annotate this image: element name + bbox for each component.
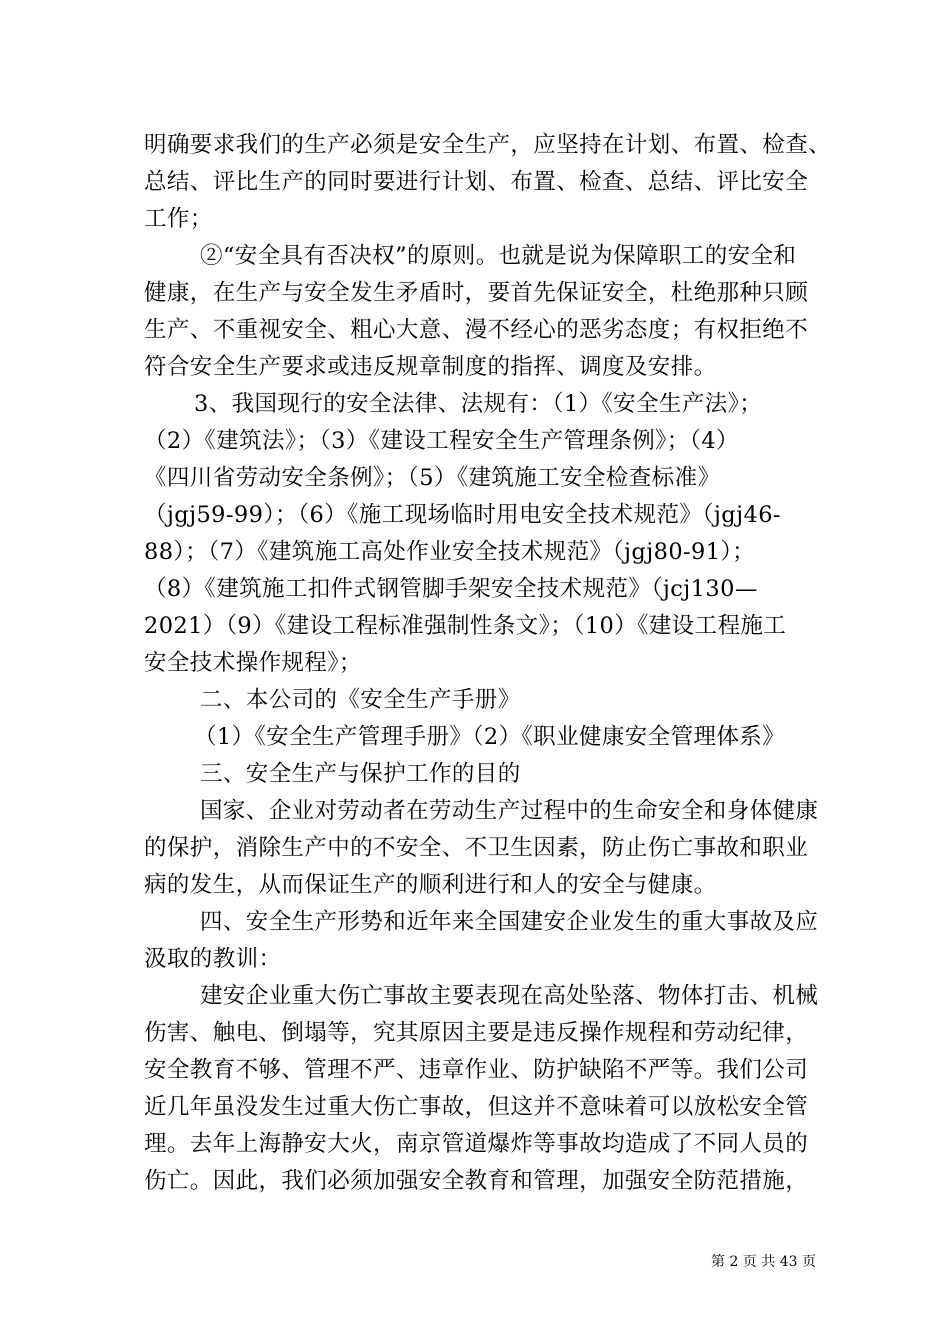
text-line: （1）《安全生产管理手册》（2）《职业健康安全管理体系》 xyxy=(194,724,786,750)
text-line: 伤亡。因此，我们必须加强安全教育和管理，加强安全防范措施， xyxy=(144,1168,809,1194)
text-line: ②“安全具有否决权”的原则。也就是说为保障职工的安全和 xyxy=(200,243,797,269)
section-heading: 三、安全生产与保护工作的目的 xyxy=(200,761,521,787)
section-heading: 二、本公司的《安全生产手册》 xyxy=(200,687,521,713)
text-line: 工作； xyxy=(144,206,213,232)
text-line: 理。去年上海静安大火，南京管道爆炸等事故均造成了不同人员的 xyxy=(144,1131,809,1157)
text-line: （8）《建筑施工扣件式钢管脚手架安全技术规范》（jcj130— xyxy=(144,576,758,602)
text-line: 的保护，消除生产中的不安全、不卫生因素，防止伤亡事故和职业 xyxy=(144,835,809,861)
text-line: 安全技术操作规程》； xyxy=(144,650,362,676)
section-heading: 四、安全生产形势和近年来全国建安企业发生的重大事故及应 xyxy=(200,909,819,935)
text-line: 生产、不重视安全、粗心大意、漫不经心的恶劣态度；有权拒绝不 xyxy=(144,317,809,343)
text-line: 2021）（9）《建设工程标准强制性条文》；（10）《建设工程施工 xyxy=(144,613,787,639)
text-line: 安全教育不够、管理不严、违章作业、防护缺陷不严等。我们公司 xyxy=(144,1057,809,1083)
text-line: （2）《建筑法》；（3）《建设工程安全生产管理条例》；（4） xyxy=(144,428,739,454)
text-line: 伤害、触电、倒塌等，究其原因主要是违反操作规程和劳动纪律， xyxy=(144,1020,809,1046)
text-line: 3、我国现行的安全法律、法规有：（1）《安全生产法》； xyxy=(194,391,763,417)
text-line: 健康，在生产与安全发生矛盾时，要首先保证安全，杜绝那种只顾 xyxy=(144,280,809,306)
text-line: 明确要求我们的生产必须是安全生产，应坚持在计划、布置、检查、 xyxy=(144,132,832,158)
text-line: 88）；（7）《建筑施工高处作业安全技术规范》（jgj80-91）； xyxy=(144,539,756,565)
text-line: 近几年虽没发生过重大伤亡事故，但这并不意味着可以放松安全管 xyxy=(144,1094,809,1120)
page-number-footer: 第 2 页 共 43 页 xyxy=(711,1254,816,1270)
text-line: 总结、评比生产的同时要进行计划、布置、检查、总结、评比安全 xyxy=(144,169,809,195)
text-line: 病的发生，从而保证生产的顺利进行和人的安全与健康。 xyxy=(144,872,717,898)
text-line: 国家、企业对劳动者在劳动生产过程中的生命安全和身体健康 xyxy=(200,798,819,824)
text-line: 汲取的教训： xyxy=(144,946,282,972)
text-line: （jgj59-99）；（6）《施工现场临时用电安全技术规范》（jgj46- xyxy=(144,502,781,528)
text-line: 符合安全生产要求或违反规章制度的指挥、调度及安排。 xyxy=(144,354,717,380)
text-line: 建安企业重大伤亡事故主要表现在高处坠落、物体打击、机械 xyxy=(200,983,819,1009)
text-line: 《四川省劳动安全条例》；（5）《建筑施工安全检查标准》 xyxy=(144,465,721,491)
